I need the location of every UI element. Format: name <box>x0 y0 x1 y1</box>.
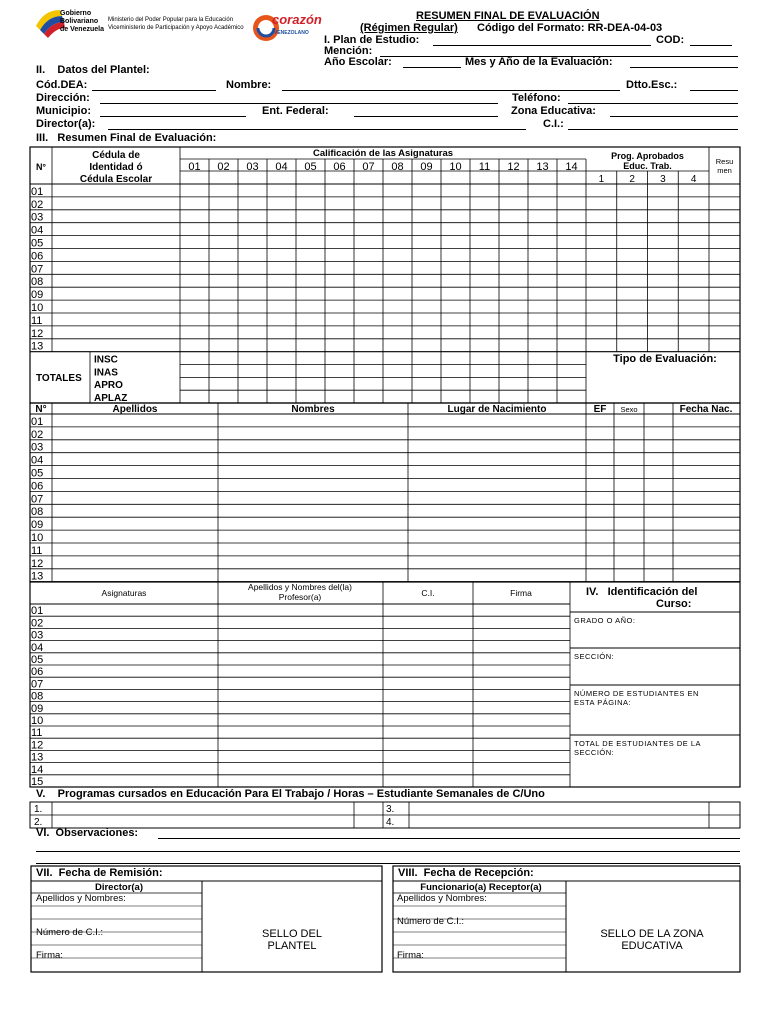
grado-label: GRADO O AÑO: <box>574 616 636 625</box>
remision-sello-line-1: SELLO DEL <box>262 928 322 940</box>
recepcion-sello-line-2: EDUCATIVA <box>621 940 683 952</box>
resumen-row-number: 05 <box>31 237 44 250</box>
plantel-section-title: II. Datos del Plantel: <box>36 64 150 76</box>
regimen-label: (Régimen Regular) <box>360 22 458 34</box>
subject-column-header: 11 <box>478 161 491 173</box>
form-title: RESUMEN FINAL DE EVALUACIÓN <box>416 10 600 22</box>
cod-dea-label: Cód.DEA: <box>36 79 88 91</box>
corazon-logo-text: corazón <box>272 12 322 27</box>
programa-item: 1. <box>34 804 43 815</box>
students-column-header: Sexo <box>620 405 638 414</box>
num-estudiantes-label <box>574 689 699 707</box>
subject-column-header: 02 <box>217 161 230 173</box>
students-column-header: Lugar de Nacimiento <box>447 404 547 415</box>
corazon-logo-subtext: VENEZOLANO <box>274 30 309 36</box>
teachers-column-header: Asignaturas <box>101 588 147 598</box>
curso-title-line-1: IV. Identificación del <box>586 586 698 598</box>
telefono-label: Teléfono: <box>512 92 561 104</box>
zona-label: Zona Educativa: <box>511 105 596 117</box>
remision-sello-line-2: PLANTEL <box>267 940 317 952</box>
remision-firma-label: Firma: <box>36 950 63 961</box>
teachers-column-header: Firma <box>510 588 532 598</box>
recepcion-section-title: VIII. Fecha de Recepción: <box>398 867 534 879</box>
teachers-row-number: 15 <box>31 776 44 788</box>
nombre-label: Nombre: <box>226 79 272 91</box>
students-row-number: 03 <box>31 441 44 454</box>
students-row-number: 12 <box>31 557 44 570</box>
resumen-row-number: 03 <box>31 211 44 224</box>
subject-column-header: 14 <box>565 161 578 173</box>
mencion-label: Mención: <box>324 45 373 57</box>
prog-column-header: 4 <box>690 174 697 185</box>
resumen-row-number: 06 <box>31 250 44 263</box>
cod-label: COD: <box>656 34 685 46</box>
total-estudiantes-label <box>574 739 701 757</box>
subject-column-header: 08 <box>391 161 404 173</box>
teachers-row-number: 03 <box>31 629 44 642</box>
remision-sello <box>202 928 382 952</box>
prog-header-line-1: Prog. Aprobados <box>611 151 684 161</box>
subject-column-header: 12 <box>507 161 520 173</box>
mes-label: Mes y Año de la Evaluación: <box>465 56 613 68</box>
remision-section-title: VII. Fecha de Remisión: <box>36 867 163 879</box>
resumen-row-number: 01 <box>31 185 44 198</box>
students-row-number: 07 <box>31 493 44 506</box>
students-row-number: 02 <box>31 428 44 441</box>
plan-label: I. Plan de Estudio: <box>324 34 420 46</box>
observaciones-line-2[interactable] <box>36 840 740 852</box>
num-estudiantes-line-2: ESTA PÁGINA: <box>574 698 632 707</box>
dtto-label: Dtto.Esc.: <box>626 79 678 91</box>
students-column-header: N° <box>35 404 47 415</box>
observaciones-label: VI. Observaciones: <box>36 827 139 839</box>
teachers-row-number: 05 <box>31 654 44 666</box>
resumen-row-number: 12 <box>31 327 44 340</box>
resumen-header-line-2: men <box>717 166 732 175</box>
subject-column-header: 13 <box>536 161 549 173</box>
totales-row-label: APRO <box>94 380 123 392</box>
resumen-row-number: 07 <box>31 263 44 276</box>
recepcion-role: Funcionario(a) Receptor(a) <box>420 882 542 893</box>
teachers-row-number: 01 <box>31 605 44 618</box>
subject-column-header: 03 <box>246 161 259 173</box>
teachers-row-number: 04 <box>31 641 44 654</box>
students-row-number: 08 <box>31 506 44 519</box>
resumen-row-number: 02 <box>31 198 44 211</box>
teachers-row-number: 06 <box>31 666 44 679</box>
no-column-header: N° <box>35 162 47 172</box>
students-table <box>30 403 740 582</box>
students-column-header: EF <box>593 404 607 415</box>
programa-item: 2. <box>34 817 43 828</box>
recepcion-firma-label: Firma: <box>397 950 424 961</box>
prog-column-header: 3 <box>660 174 666 185</box>
teachers-row-number: 12 <box>31 739 44 752</box>
resumen-header-line-1: Resu <box>715 157 734 166</box>
teachers-row-number: 13 <box>31 751 44 764</box>
subject-column-header: 10 <box>449 161 462 173</box>
resumen-row-number: 13 <box>31 340 44 353</box>
curso-section-title <box>586 586 697 610</box>
tipo-evaluacion-label: Tipo de Evaluación: <box>613 353 717 365</box>
students-row-number: 04 <box>31 454 44 467</box>
students-column-header: Apellidos <box>112 404 158 415</box>
observaciones-line-1[interactable] <box>158 827 740 839</box>
programas-section-title: V. Programas cursados en Educación Para El Trabajo / Horas – Estudiante Semanales de C/Uno <box>36 788 545 800</box>
seccion-label: SECCIÓN: <box>574 652 615 661</box>
resumen-section-title: III. Resumen Final de Evaluación: <box>36 132 217 144</box>
teachers-row-number: 08 <box>31 690 44 703</box>
recepcion-sello <box>566 928 738 952</box>
remision-role: Director(a) <box>94 882 144 893</box>
students-row-number: 05 <box>31 467 44 480</box>
resumen-row-number: 09 <box>31 289 44 302</box>
teachers-column-header: C.I. <box>421 588 435 598</box>
students-row-number: 11 <box>31 544 43 557</box>
director-label: Director(a): <box>36 118 96 130</box>
prog-header-line-2: Educ. Trab. <box>623 161 672 171</box>
resumen-row-number: 08 <box>31 276 44 289</box>
teachers-row-number: 09 <box>31 702 44 715</box>
ministry-line-2: Viceministerio de Participación y Apoyo Académico <box>108 25 244 31</box>
total-estudiantes-line-1: TOTAL DE ESTUDIANTES DE LA <box>574 739 702 748</box>
remision-apellidos-label: Apellidos y Nombres: <box>36 893 126 904</box>
total-estudiantes-line-2: SECCIÓN: <box>574 748 615 757</box>
students-row-number: 01 <box>31 415 44 428</box>
subject-column-header: 05 <box>304 161 317 173</box>
resumen-row-number: 04 <box>31 224 44 237</box>
students-row-number: 09 <box>31 519 44 532</box>
teachers-row-number: 07 <box>31 678 44 691</box>
totales-label: TOTALES <box>36 373 82 384</box>
programa-item: 3. <box>386 804 395 815</box>
students-column-header: Fecha Nac. <box>679 404 733 415</box>
totales-row-label: APLAZ <box>94 393 128 404</box>
teachers-row-number: 02 <box>31 617 44 630</box>
students-row-number: 06 <box>31 480 44 493</box>
teachers-row-number: 11 <box>31 727 43 740</box>
subject-column-header: 09 <box>420 161 433 173</box>
remision-ci-label: Número de C.I.: <box>36 927 104 938</box>
anio-label: Año Escolar: <box>324 56 392 68</box>
cedula-header-line-2: Identidad ó <box>89 162 143 173</box>
recepcion-ci-label: Número de C.I.: <box>397 916 465 927</box>
programa-item: 4. <box>386 817 395 828</box>
calificacion-header: Calificación de las Asignaturas <box>312 148 454 159</box>
ministry-line-1: Ministerio del Poder Popular para la Educación <box>108 17 234 23</box>
resumen-row-number: 10 <box>31 302 44 314</box>
totales-row-label: INSC <box>94 354 118 366</box>
prog-column-header: 2 <box>629 174 635 185</box>
totales-row-label: INAS <box>94 367 118 379</box>
subject-column-header: 04 <box>275 161 288 173</box>
num-estudiantes-line-1: NÚMERO DE ESTUDIANTES EN <box>574 689 699 698</box>
ci-label: C.I.: <box>543 118 564 130</box>
subject-column-header: 01 <box>188 161 201 173</box>
format-code: Código del Formato: RR-DEA-04-03 <box>477 22 663 34</box>
recepcion-sello-line-1: SELLO DE LA ZONA <box>600 928 704 940</box>
students-row-number: 10 <box>31 532 44 544</box>
municipio-label: Municipio: <box>36 105 91 117</box>
students-row-number: 13 <box>31 570 44 583</box>
government-logo-text: Gobierno Bolivariano de Venezuela <box>60 10 104 33</box>
prog-column-header: 1 <box>598 174 605 185</box>
subject-column-header: 07 <box>362 161 375 173</box>
cedula-header-line-1: Cédula de <box>92 150 140 161</box>
students-column-header: Nombres <box>291 404 335 415</box>
recepcion-apellidos-label: Apellidos y Nombres: <box>397 893 487 904</box>
resumen-row-number: 11 <box>31 314 43 327</box>
observaciones-line-3[interactable] <box>36 852 740 864</box>
direccion-label: Dirección: <box>36 92 90 104</box>
subject-column-header: 06 <box>333 161 346 173</box>
teachers-row-number: 10 <box>31 715 44 727</box>
teachers-column-header: Apellidos y Nombres del(la) <box>248 582 352 592</box>
ent-federal-label: Ent. Federal: <box>262 105 329 117</box>
teachers-row-number: 14 <box>31 763 44 776</box>
teachers-column-header: Profesor(a) <box>278 592 322 602</box>
cedula-header-line-3: Cédula Escolar <box>79 174 153 185</box>
curso-title-line-2: Curso: <box>656 598 692 610</box>
